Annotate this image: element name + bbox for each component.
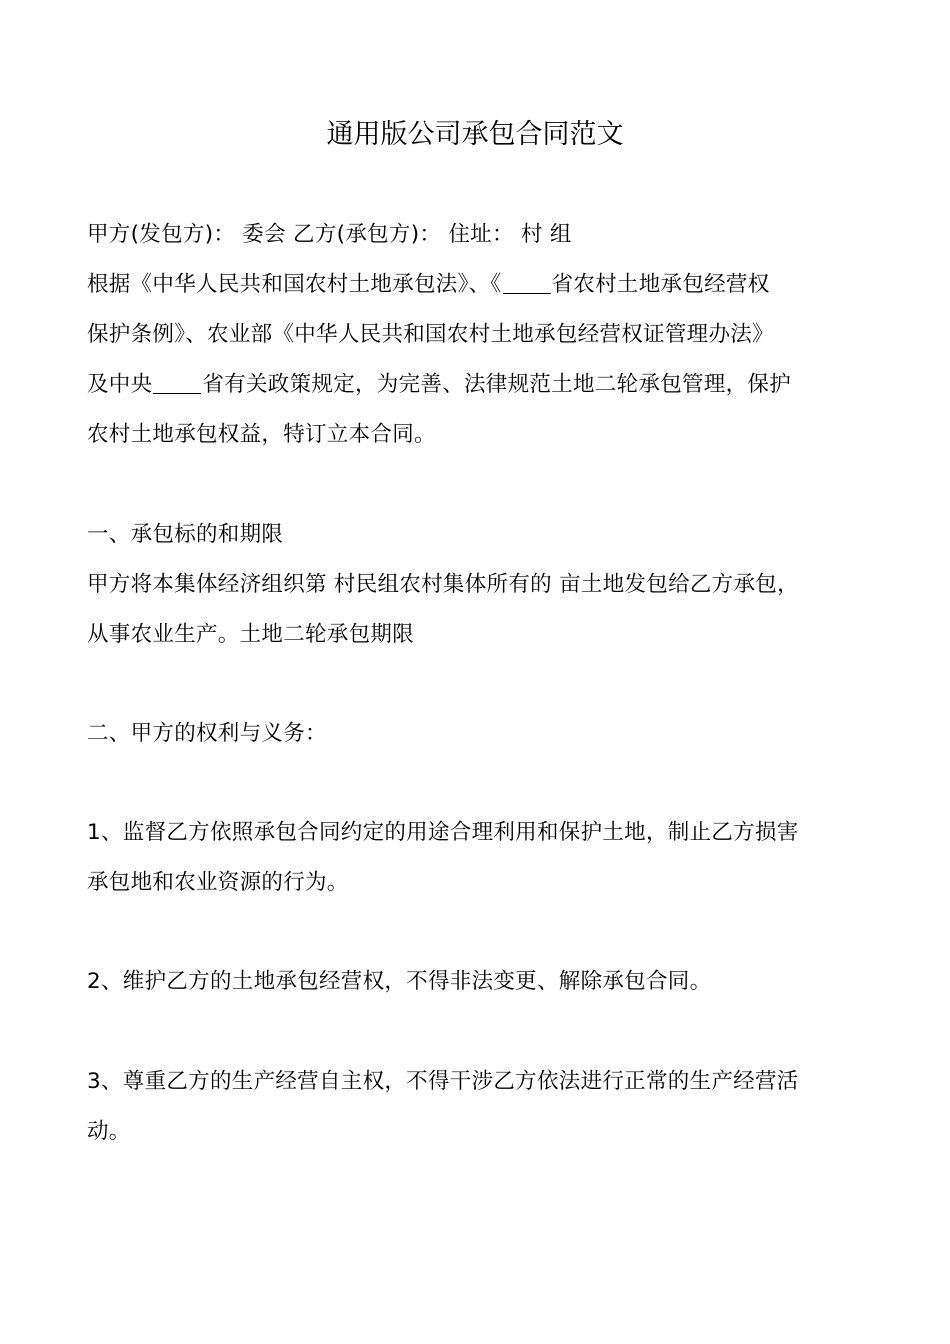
fill-in-blank bbox=[153, 373, 201, 394]
intro-line-2: 保护条例》、农业部《中华人民共和国农村土地承包经营权证管理办法》 bbox=[87, 322, 774, 347]
fill-in-blank bbox=[503, 273, 551, 294]
section-2-item-2-line-1: 2、维护乙方的土地承包经营权，不得非法变更、解除承包合同。 bbox=[87, 969, 712, 994]
section-1-line-1: 甲方将本集体经济组织第 村民组农村集体所有的 亩土地发包给乙方承包， bbox=[87, 572, 799, 597]
section-1-heading: 一、承包标的和期限 bbox=[87, 522, 284, 547]
intro-line-1-part-a: 根据《中华人民共和国农村土地承包法》、《 bbox=[87, 272, 502, 297]
parties-line: 甲方(发包方)： 委会 乙方(承包方)： 住址： 村 组 bbox=[87, 222, 572, 247]
document-title: 通用版公司承包合同范文 bbox=[326, 119, 624, 150]
intro-line-3-part-a: 及中央 bbox=[87, 372, 153, 397]
intro-line-4: 农村土地承包权益，特订立本合同。 bbox=[87, 422, 436, 447]
intro-line-3 bbox=[87, 368, 887, 402]
intro-line-3-part-b: 省有关政策规定，为完善、法律规范土地二轮承包管理，保护 bbox=[202, 372, 792, 397]
section-2-item-1-line-2: 承包地和农业资源的行为。 bbox=[87, 870, 349, 895]
section-2-item-3-line-1: 3、尊重乙方的生产经营自主权，不得干涉乙方依法进行正常的生产经营活 bbox=[87, 1069, 799, 1094]
section-2-item-3-line-2: 动。 bbox=[87, 1119, 131, 1144]
section-2-heading: 二、甲方的权利与义务： bbox=[87, 721, 327, 746]
section-1-line-2: 从事农业生产。土地二轮承包期限 bbox=[87, 622, 415, 647]
section-2-item-1-line-1: 1、监督乙方依照承包合同约定的用途合理利用和保护土地，制止乙方损害 bbox=[87, 820, 799, 845]
intro-line-1 bbox=[87, 268, 887, 302]
intro-line-1-part-b: 省农村土地承包经营权 bbox=[551, 272, 770, 297]
